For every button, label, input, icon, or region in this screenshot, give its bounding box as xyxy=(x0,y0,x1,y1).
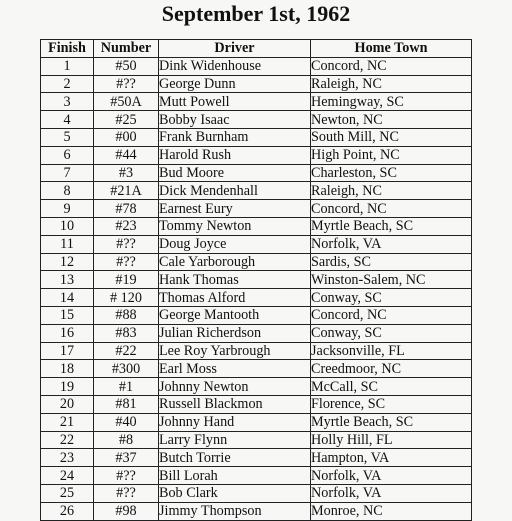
table-row xyxy=(41,289,472,307)
results-body xyxy=(41,57,472,520)
table-row xyxy=(41,342,472,360)
home-town-cell: Jacksonville, FL xyxy=(311,342,472,360)
finish-cell: 2 xyxy=(41,75,94,93)
driver-cell: Julian Richerdson xyxy=(159,324,311,342)
finish-cell: 18 xyxy=(41,360,94,378)
number-cell: #?? xyxy=(94,75,159,93)
table-row xyxy=(41,57,472,75)
number-cell: #21A xyxy=(94,182,159,200)
table-row xyxy=(41,306,472,324)
finish-cell: 14 xyxy=(41,289,94,307)
header-home-town: Home Town xyxy=(311,40,472,58)
home-town-cell: Concord, NC xyxy=(311,200,472,218)
home-town-cell: Concord, NC xyxy=(311,57,472,75)
finish-cell: 17 xyxy=(41,342,94,360)
driver-cell: George Dunn xyxy=(159,75,311,93)
driver-cell: Bud Moore xyxy=(159,164,311,182)
driver-cell: Cale Yarborough xyxy=(159,253,311,271)
driver-cell: Bill Lorah xyxy=(159,467,311,485)
finish-cell: 9 xyxy=(41,200,94,218)
table-row xyxy=(41,235,472,253)
number-cell: #81 xyxy=(94,395,159,413)
home-town-cell: Raleigh, NC xyxy=(311,182,472,200)
home-town-cell: Myrtle Beach, SC xyxy=(311,413,472,431)
finish-cell: 6 xyxy=(41,146,94,164)
finish-cell: 7 xyxy=(41,164,94,182)
number-cell: #3 xyxy=(94,164,159,182)
home-town-cell: Raleigh, NC xyxy=(311,75,472,93)
driver-cell: George Mantooth xyxy=(159,306,311,324)
number-cell: #23 xyxy=(94,217,159,235)
number-cell: #22 xyxy=(94,342,159,360)
header-number: Number xyxy=(94,40,159,58)
number-cell: #?? xyxy=(94,467,159,485)
finish-cell: 1 xyxy=(41,57,94,75)
table-row xyxy=(41,164,472,182)
home-town-cell: Hampton, VA xyxy=(311,449,472,467)
driver-cell: Frank Burnham xyxy=(159,128,311,146)
number-cell: #25 xyxy=(94,111,159,129)
header-driver: Driver xyxy=(159,40,311,58)
home-town-cell: Conway, SC xyxy=(311,324,472,342)
finish-cell: 11 xyxy=(41,235,94,253)
home-town-cell: Florence, SC xyxy=(311,395,472,413)
driver-cell: Bobby Isaac xyxy=(159,111,311,129)
driver-cell: Bob Clark xyxy=(159,484,311,502)
finish-cell: 12 xyxy=(41,253,94,271)
driver-cell: Harold Rush xyxy=(159,146,311,164)
finish-cell: 16 xyxy=(41,324,94,342)
home-town-cell: Monroe, NC xyxy=(311,502,472,520)
page-title: September 1st, 1962 xyxy=(161,1,351,26)
table-row xyxy=(41,324,472,342)
driver-cell: Larry Flynn xyxy=(159,431,311,449)
number-cell: #19 xyxy=(94,271,159,289)
results-table xyxy=(40,39,472,521)
finish-cell: 22 xyxy=(41,431,94,449)
home-town-cell: South Mill, NC xyxy=(311,128,472,146)
home-town-cell: Norfolk, VA xyxy=(311,235,472,253)
home-town-cell: Hemingway, SC xyxy=(311,93,472,111)
table-row xyxy=(41,449,472,467)
finish-cell: 19 xyxy=(41,378,94,396)
table-row xyxy=(41,217,472,235)
table-row xyxy=(41,200,472,218)
home-town-cell: Conway, SC xyxy=(311,289,472,307)
number-cell: #40 xyxy=(94,413,159,431)
driver-cell: Mutt Powell xyxy=(159,93,311,111)
table-row xyxy=(41,360,472,378)
number-cell: #44 xyxy=(94,146,159,164)
home-town-cell: Winston-Salem, NC xyxy=(311,271,472,289)
finish-cell: 23 xyxy=(41,449,94,467)
header-finish: Finish xyxy=(41,40,94,58)
finish-cell: 20 xyxy=(41,395,94,413)
finish-cell: 26 xyxy=(41,502,94,520)
finish-cell: 25 xyxy=(41,484,94,502)
driver-cell: Thomas Alford xyxy=(159,289,311,307)
number-cell: #88 xyxy=(94,306,159,324)
driver-cell: Butch Torrie xyxy=(159,449,311,467)
driver-cell: Hank Thomas xyxy=(159,271,311,289)
number-cell: #37 xyxy=(94,449,159,467)
finish-cell: 5 xyxy=(41,128,94,146)
home-town-cell: Creedmoor, NC xyxy=(311,360,472,378)
home-town-cell: Holly Hill, FL xyxy=(311,431,472,449)
number-cell: #00 xyxy=(94,128,159,146)
home-town-cell: Myrtle Beach, SC xyxy=(311,217,472,235)
number-cell: #?? xyxy=(94,235,159,253)
table-row xyxy=(41,467,472,485)
table-row xyxy=(41,128,472,146)
table-row xyxy=(41,378,472,396)
home-town-cell: Charleston, SC xyxy=(311,164,472,182)
table-row xyxy=(41,484,472,502)
driver-cell: Johnny Hand xyxy=(159,413,311,431)
home-town-cell: Concord, NC xyxy=(311,306,472,324)
table-row xyxy=(41,395,472,413)
table-row xyxy=(41,253,472,271)
finish-cell: 4 xyxy=(41,111,94,129)
table-row xyxy=(41,146,472,164)
driver-cell: Dick Mendenhall xyxy=(159,182,311,200)
table-header-row xyxy=(41,40,472,58)
home-town-cell: Newton, NC xyxy=(311,111,472,129)
driver-cell: Earl Moss xyxy=(159,360,311,378)
home-town-cell: McCall, SC xyxy=(311,378,472,396)
table-row xyxy=(41,502,472,520)
driver-cell: Dink Widenhouse xyxy=(159,57,311,75)
number-cell: #?? xyxy=(94,484,159,502)
number-cell: #8 xyxy=(94,431,159,449)
finish-cell: 13 xyxy=(41,271,94,289)
number-cell: #98 xyxy=(94,502,159,520)
finish-cell: 3 xyxy=(41,93,94,111)
number-cell: #1 xyxy=(94,378,159,396)
finish-cell: 24 xyxy=(41,467,94,485)
table-row xyxy=(41,75,472,93)
number-cell: # 120 xyxy=(94,289,159,307)
home-town-cell: High Point, NC xyxy=(311,146,472,164)
table-row xyxy=(41,431,472,449)
number-cell: #78 xyxy=(94,200,159,218)
home-town-cell: Norfolk, VA xyxy=(311,467,472,485)
table-row xyxy=(41,413,472,431)
home-town-cell: Sardis, SC xyxy=(311,253,472,271)
driver-cell: Lee Roy Yarbrough xyxy=(159,342,311,360)
driver-cell: Doug Joyce xyxy=(159,235,311,253)
finish-cell: 8 xyxy=(41,182,94,200)
number-cell: #?? xyxy=(94,253,159,271)
finish-cell: 10 xyxy=(41,217,94,235)
finish-cell: 15 xyxy=(41,306,94,324)
table-row xyxy=(41,182,472,200)
table-row xyxy=(41,111,472,129)
number-cell: #300 xyxy=(94,360,159,378)
number-cell: #50 xyxy=(94,57,159,75)
driver-cell: Johnny Newton xyxy=(159,378,311,396)
number-cell: #83 xyxy=(94,324,159,342)
table-row xyxy=(41,93,472,111)
driver-cell: Jimmy Thompson xyxy=(159,502,311,520)
number-cell: #50A xyxy=(94,93,159,111)
driver-cell: Tommy Newton xyxy=(159,217,311,235)
finish-cell: 21 xyxy=(41,413,94,431)
home-town-cell: Norfolk, VA xyxy=(311,484,472,502)
driver-cell: Earnest Eury xyxy=(159,200,311,218)
driver-cell: Russell Blackmon xyxy=(159,395,311,413)
table-row xyxy=(41,271,472,289)
